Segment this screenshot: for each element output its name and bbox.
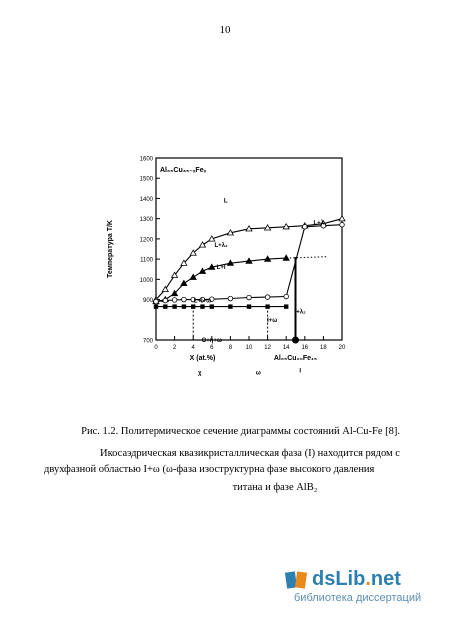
figure-caption-line-4: титана и фазе AlB₂ [232, 482, 318, 493]
region-label: I [299, 368, 301, 375]
data-point [303, 224, 308, 229]
y-tick-label: 1400 [139, 196, 153, 203]
x-axis-label: X (at.%) [189, 355, 216, 362]
phase-diagram-chart [100, 140, 360, 377]
x-tick-label: 20 [338, 345, 346, 351]
plot-frame [156, 158, 342, 340]
data-point [154, 304, 158, 308]
x-tick-label: 4 [191, 345, 195, 351]
data-point [210, 304, 214, 308]
data-point [247, 304, 251, 308]
y-tick-label: 1300 [139, 217, 153, 224]
liquidus-extension [286, 257, 328, 258]
y-tick-label: 1200 [139, 237, 153, 244]
composition-marker [292, 337, 299, 344]
region-label: L+I+ω [193, 298, 212, 305]
data-point [163, 304, 167, 308]
y-tick-label: 900 [142, 298, 153, 305]
data-point [163, 298, 168, 303]
data-point [182, 304, 186, 308]
data-point [162, 286, 168, 291]
y-tick-label: 1500 [139, 176, 153, 183]
data-point [200, 242, 206, 247]
data-point [228, 296, 233, 301]
y-tick-label: 700 [142, 338, 153, 345]
x-tick-label: 12 [264, 345, 271, 351]
region-label: I+ω [267, 317, 278, 324]
x-tick-label: 2 [172, 345, 177, 351]
y-tick-label: 1600 [139, 156, 153, 163]
x-tick-label: 14 [282, 345, 290, 351]
data-point [191, 304, 195, 308]
x-marker-label: Al₆₅Cu₂₀Fe₁₅ [273, 355, 318, 362]
region-label: I+λ₂ [294, 309, 306, 316]
data-point [284, 294, 289, 299]
x-tick-label: 8 [228, 345, 233, 351]
book-icon [284, 568, 310, 592]
region-label: χ [197, 370, 202, 377]
watermark-brand: dsLib.net [312, 568, 401, 590]
region-label: Θ+η+ω [201, 338, 223, 345]
figure-caption-line-2: Икосаэдрическая квазикристаллическая фаза (I) находится рядом с [100, 448, 400, 459]
x-tick-label: 16 [301, 345, 309, 351]
data-point [247, 295, 252, 300]
page-number: 10 [219, 24, 231, 36]
data-point [181, 280, 187, 285]
region-label: ω [255, 370, 261, 377]
y-axis-label: Температура T/K [107, 220, 114, 278]
data-point [284, 304, 288, 308]
data-point [339, 216, 345, 221]
data-point [265, 304, 269, 308]
data-point [340, 222, 345, 227]
x-tick-label: 10 [245, 345, 253, 351]
figure-caption-line-3: двухфазной областью I+ω (ω-фаза изоструктурна фазе высокого давления [44, 464, 375, 475]
data-point [200, 304, 204, 308]
region-label: L+I [216, 265, 226, 272]
data-point [265, 295, 270, 300]
y-tick-label: 1100 [140, 257, 153, 264]
x-tick-label: 18 [320, 345, 327, 351]
x-tick-label: 6 [210, 345, 214, 351]
region-label: L+λ [313, 220, 325, 227]
y-tick-label: 1000 [139, 277, 153, 284]
region-label: L+λ₂ [214, 242, 228, 249]
data-point [172, 298, 177, 303]
x-tick-label: 0 [154, 345, 158, 351]
data-point [172, 304, 176, 308]
data-point [228, 304, 232, 308]
watermark-subtitle: библиотека диссертаций [294, 592, 422, 604]
data-point [154, 299, 159, 304]
data-point [182, 297, 187, 302]
figure-caption-line-1: Рис. 1.2. Политермическое сечение диаграммы состояний Al-Cu-Fe [8]. [81, 426, 400, 437]
region-label: L [223, 198, 228, 205]
data-point [190, 274, 196, 279]
chart-title: Al₆₅Cu₃₅₋ₓFeₓ [160, 167, 207, 174]
watermark-logo [278, 568, 444, 608]
